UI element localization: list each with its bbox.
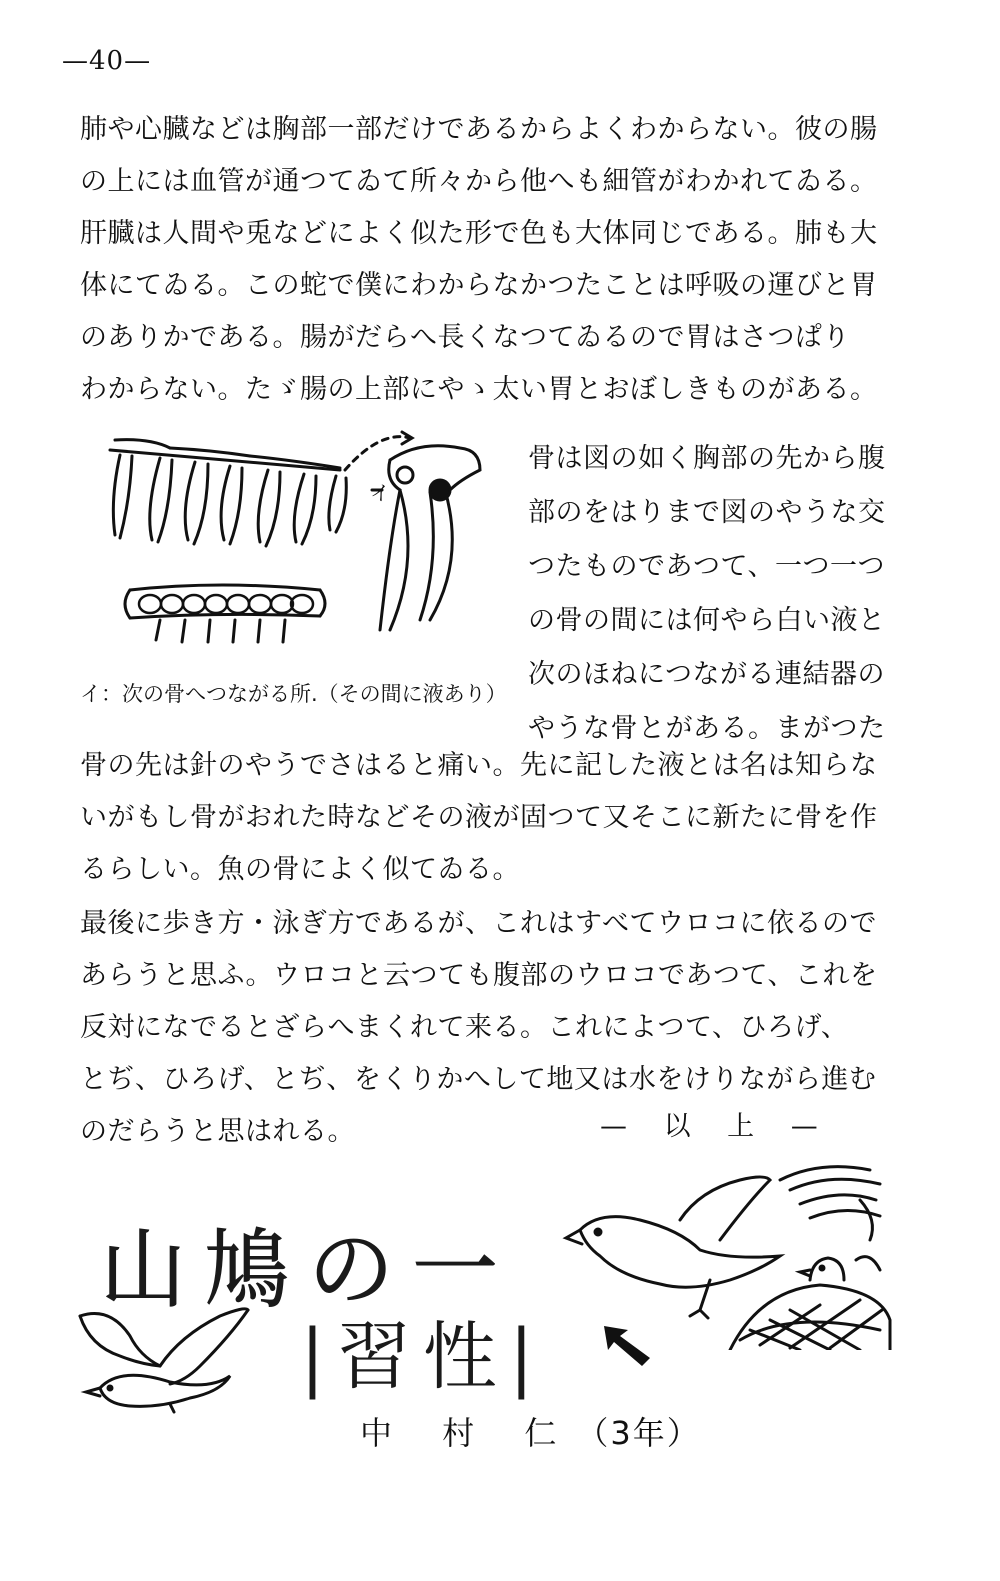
text-line: のだらうと思はれる。 bbox=[80, 1116, 355, 1147]
text-line: つたものであつて、一つ一つ bbox=[528, 551, 885, 582]
article-title-line2: |習性| bbox=[300, 1314, 546, 1400]
birds-and-nest-illustration bbox=[560, 1160, 900, 1350]
figure-label: イ bbox=[370, 481, 390, 505]
author-grade: （3年） bbox=[576, 1414, 701, 1452]
text-line: 骨の先は針のやうでさはると痛い。先に記した液とは名は知らな bbox=[80, 750, 878, 781]
figure-caption: イ：次の骨へつながる所.（その間に液あり） bbox=[80, 682, 507, 706]
page-number: —40— bbox=[62, 46, 152, 76]
paragraph-internal-organs bbox=[80, 104, 910, 416]
text-line: あらうと思ふ。ウロコと云つても腹部のウロコであつて、これを bbox=[80, 960, 878, 991]
text-line: のありかである。腸がだらへ長くなつてゐるので胃はさつぱり bbox=[80, 322, 850, 353]
text-line: やうな骨とがある。まがつた bbox=[528, 713, 886, 744]
text-line: の骨の間には何やら白い液と bbox=[528, 605, 886, 636]
text-line: 骨は図の如く胸部の先から腹 bbox=[528, 443, 886, 474]
text-line: わからない。たゞ腸の上部にやゝ太い胃とおぼしきものがある。 bbox=[80, 374, 878, 405]
end-mark: — 以 上 — bbox=[600, 1111, 832, 1142]
text-line: いがもし骨がおれた時などその液が固つて又そこに新たに骨を作 bbox=[80, 802, 878, 833]
text-line: 次のほねにつながる連結器の bbox=[528, 659, 885, 690]
text-line: 体にてゐる。この蛇で僕にわからなかつたことは呼吸の運びと胃 bbox=[80, 270, 878, 301]
text-line: 反対になでるとざらへまくれて来る。これによつて、ひろげ、 bbox=[80, 1012, 849, 1043]
paragraph-bones-continued bbox=[80, 740, 910, 896]
text-line: るらしい。魚の骨によく似てゐる。 bbox=[80, 854, 520, 885]
text-line: とぢ、ひろげ、とぢ、をくりかへして地又は水をけりながら進む bbox=[80, 1064, 877, 1095]
text-line: 肺や心臓などは胸部一部だけであるからよくわからない。彼の腸 bbox=[80, 114, 878, 145]
text-line: 部のをはりまで図のやうな交 bbox=[528, 497, 886, 528]
text-line: 最後に歩き方・泳ぎ方であるが、これはすべてウロコに依るので bbox=[80, 908, 877, 939]
author-name: 中 村 仁 bbox=[360, 1414, 577, 1452]
text-line: の上には血管が通つてゐて所々から他へも細管がわかれてゐる。 bbox=[80, 166, 878, 197]
article-title-line1: 山鳩の一 bbox=[100, 1220, 516, 1320]
author-byline bbox=[360, 1408, 701, 1454]
flying-bird-illustration bbox=[70, 1296, 260, 1416]
paragraph-bones bbox=[528, 432, 908, 756]
text-line: 肝臓は人間や兎などによく似た形で色も大体同じである。肺も大 bbox=[80, 218, 878, 249]
bone-illustration bbox=[90, 420, 510, 670]
